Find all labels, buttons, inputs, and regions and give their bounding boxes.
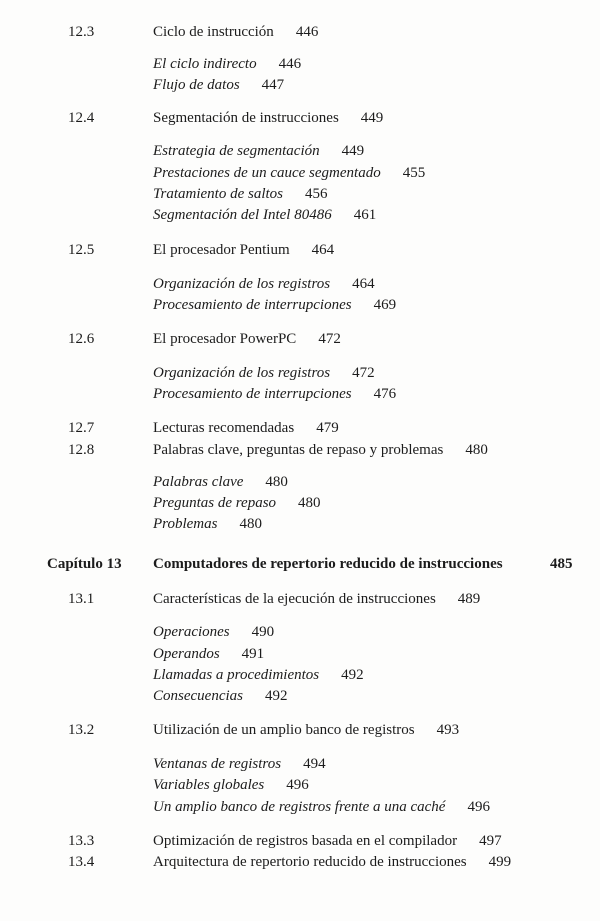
page-number: 464 xyxy=(311,242,335,258)
entry-number: Capítulo 13 xyxy=(47,556,122,572)
page-number: 449 xyxy=(341,143,365,159)
page-number: 480 xyxy=(239,516,262,532)
entry-title: Arquitectura de repertorio reducido de instrucciones xyxy=(153,854,467,870)
page-number: 479 xyxy=(316,420,339,436)
entry-number: 12.7 xyxy=(68,420,95,436)
page-number: 455 xyxy=(402,165,426,181)
page-number: 493 xyxy=(436,722,460,738)
page-number: 464 xyxy=(352,276,375,292)
entry-title: El ciclo indirecto xyxy=(153,56,257,72)
entry-title: Optimización de registros basada en el compilador xyxy=(153,833,458,849)
entry-title: Utilización de un amplio banco de registros xyxy=(153,722,415,738)
page-number: 496 xyxy=(467,799,490,815)
entry-title: Tratamiento de saltos xyxy=(153,186,284,202)
entry-title: Procesamiento de interrupciones xyxy=(153,386,352,402)
entry-title: Flujo de datos xyxy=(153,77,240,93)
page-number: 480 xyxy=(298,495,321,511)
entry-number: 12.5 xyxy=(68,242,95,258)
page-number: 480 xyxy=(265,474,288,490)
entry-number: 13.3 xyxy=(68,833,95,849)
entry-title: El procesador PowerPC xyxy=(153,331,297,347)
page-number: 456 xyxy=(305,186,328,202)
page-number: 490 xyxy=(251,624,275,640)
page-number: 491 xyxy=(241,646,265,662)
entry-number: 13.4 xyxy=(68,854,95,870)
entry-title: Un amplio banco de registros frente a una caché xyxy=(153,799,446,815)
page-number: 499 xyxy=(488,854,512,870)
page-number: 494 xyxy=(303,756,326,772)
page-number: 489 xyxy=(457,591,481,607)
entry-title: El procesador Pentium xyxy=(153,242,290,258)
page-number: 480 xyxy=(465,442,488,458)
page-number: 472 xyxy=(318,331,341,347)
entry-title: Características de la ejecución de instrucciones xyxy=(153,591,436,607)
page-number: 472 xyxy=(352,365,375,381)
page-number: 469 xyxy=(373,297,397,313)
page-number: 461 xyxy=(353,207,377,223)
page-number: 447 xyxy=(261,77,285,93)
entry-title: Estrategia de segmentación xyxy=(153,143,320,159)
entry-title: Llamadas a procedimientos xyxy=(153,667,320,683)
entry-title: Organización de los registros xyxy=(153,276,331,292)
page-number: 476 xyxy=(373,386,397,402)
entry-number: 12.8 xyxy=(68,442,95,458)
entry-number: 12.6 xyxy=(68,331,95,347)
page-number: 497 xyxy=(479,833,502,849)
entry-title: Operandos xyxy=(153,646,220,662)
entry-title: Ventanas de registros xyxy=(153,756,282,772)
page-number: 496 xyxy=(286,777,309,793)
page-number: 449 xyxy=(360,110,384,126)
entry-title: Ciclo de instrucción xyxy=(153,24,274,40)
entry-title: Palabras clave xyxy=(153,474,244,490)
entry-title: Segmentación de instrucciones xyxy=(153,110,339,126)
entry-title: Preguntas de repaso xyxy=(153,495,277,511)
entry-title: Organización de los registros xyxy=(153,365,331,381)
entry-title: Computadores de repertorio reducido de instrucciones xyxy=(153,556,503,572)
entry-title: Palabras clave, preguntas de repaso y problemas xyxy=(153,442,444,458)
entry-title: Operaciones xyxy=(153,624,230,640)
page-number: 492 xyxy=(341,667,364,683)
entry-title: Consecuencias xyxy=(153,688,243,704)
entry-number: 13.2 xyxy=(68,722,95,738)
entry-title: Procesamiento de interrupciones xyxy=(153,297,352,313)
entry-title: Problemas xyxy=(153,516,218,532)
entry-number: 12.4 xyxy=(68,110,95,126)
entry-title: Lecturas recomendadas xyxy=(153,420,295,436)
page-number: 492 xyxy=(264,688,288,704)
page-number: 446 xyxy=(278,56,302,72)
page-number: 485 xyxy=(550,556,573,572)
entry-title: Prestaciones de un cauce segmentado xyxy=(153,165,381,181)
entry-title: Segmentación del Intel 80486 xyxy=(153,207,332,223)
entry-title: Variables globales xyxy=(153,777,265,793)
page-number: 446 xyxy=(295,24,319,40)
entry-number: 12.3 xyxy=(68,24,95,40)
entry-number: 13.1 xyxy=(68,591,95,607)
